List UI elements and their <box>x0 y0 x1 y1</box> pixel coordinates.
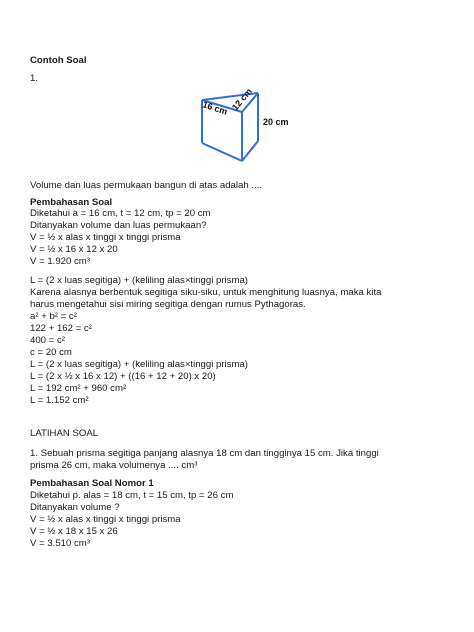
label-prism-height: 20 cm <box>263 117 289 127</box>
exercise-question: prisma 26 cm, maka volumenya .... cm³ <box>30 460 198 471</box>
solution-heading: Pembahasan Soal <box>30 197 113 208</box>
solution-line: a² + b² = c² <box>30 311 77 322</box>
label-base-height: 12 cm <box>229 86 254 113</box>
solution-line: 400 = c² <box>30 335 65 346</box>
solution-line: V = ½ x 16 x 12 x 20 <box>30 244 118 255</box>
solution-line: harus mengetahui sisi miring segitiga dengan rumus Pythagoras. <box>30 299 306 310</box>
solution-line: L = 1.152 cm² <box>30 395 89 406</box>
exercise-question: 1. Sebuah prisma segitiga panjang alasnya 18 cm dan tingginya 15 cm. Jika tinggi <box>30 448 379 459</box>
solution-line: L = (2 x luas segitiga) + (keliling alas×tinggi prisma) <box>30 359 249 370</box>
exercise-solution-line: Diketahui p. alas = 18 cm, t = 15 cm, tp = 26 cm <box>30 490 234 501</box>
exercise-solution-heading: Pembahasan Soal Nomor 1 <box>30 478 154 489</box>
solution-line: L = 192 cm² + 960 cm² <box>30 383 127 394</box>
solution-line: c = 20 cm <box>30 347 72 358</box>
exercise-solution-line: V = 3.510 cm³ <box>30 538 90 549</box>
exercise-solution-line: V = ½ x 18 x 15 x 26 <box>30 526 118 537</box>
exercise-solution-line: Ditanyakan volume ? <box>30 502 120 513</box>
prism-figure <box>180 85 298 170</box>
question-text: Volume dan luas permukaan bangun di atas adalah .... <box>30 180 263 191</box>
problem-number: 1. <box>30 73 39 84</box>
solution-line: V = ½ x alas x tinggi x tinggi prisma <box>30 232 181 243</box>
solution-line: Diketahui a = 16 cm, t = 12 cm, tp = 20 cm <box>30 208 211 219</box>
label-base-length: 16 cm <box>201 99 229 117</box>
solution-line: Karena alasnya berbentuk segitiga siku-siku, untuk menghitung luasnya, maka kita <box>30 287 382 298</box>
exercise-heading: LATIHAN SOAL <box>30 428 99 439</box>
solution-line: Ditanyakan volume dan luas permukaan? <box>30 220 207 231</box>
exercise-solution-line: V = ½ x alas x tinggi x tinggi prisma <box>30 514 181 525</box>
prism-edge <box>202 143 242 161</box>
prism-edge <box>242 141 258 161</box>
solution-line: V = 1.920 cm³ <box>30 256 90 267</box>
solution-line: L = (2 x ½ x 16 x 12) + ((16 + 12 + 20) x 20) <box>30 371 216 382</box>
solution-line: 122 + 162 = c² <box>30 323 92 334</box>
solution-line: L = (2 x luas segitiga) + (keliling alas×tinggi prisma) <box>30 275 249 286</box>
section-title: Contoh Soal <box>30 55 87 66</box>
